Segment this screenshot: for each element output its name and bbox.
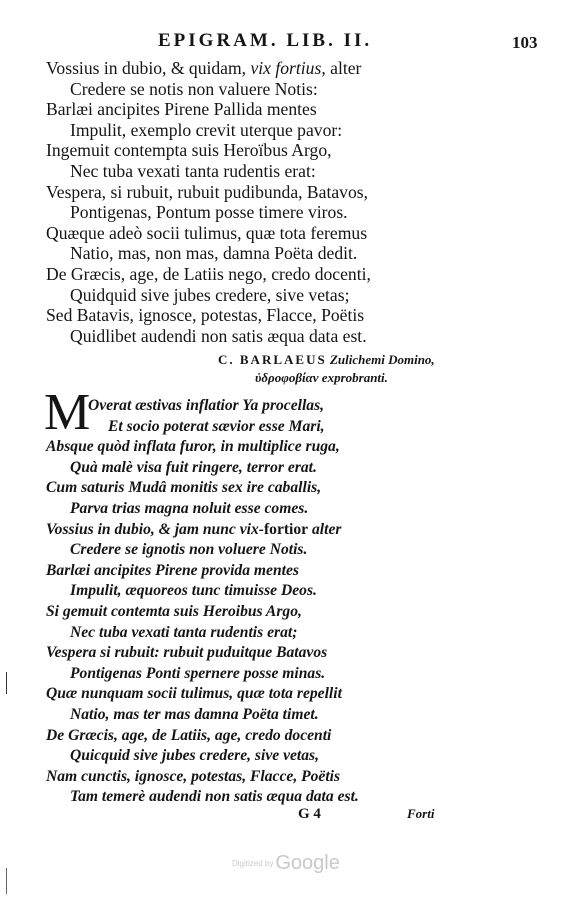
verse-line: Vespera, si rubuit, rubuit pudibunda, Batavos, (46, 181, 369, 202)
verse-line: Nec tuba vexati tanta rudentis erat: (70, 160, 316, 181)
poem-dedication: Zulichemi Domino, (329, 352, 435, 367)
verse-line: Absque quòd inflata furor, in multiplice ruga, (46, 438, 340, 456)
verse-line: Overat æstivas inflatior Ya procellas, (88, 397, 325, 414)
verse-line: Quidquid sive jubes credere, sive vetas; (70, 284, 350, 305)
verse-line: Impulit, exemplo crevit uterque pavor: (70, 119, 343, 140)
verse-line: Cum saturis Mudâ monitis sex ire caballis, (46, 479, 322, 497)
poem-subtitle: ὑδροφοβίαν exprobranti. (255, 370, 388, 385)
verse-line: Impulit, æquoreos tunc timuisse Deos. (70, 582, 317, 600)
margin-line (6, 868, 7, 894)
poem-title (218, 352, 435, 368)
verse-line: Nam cunctis, ignosce, potestas, Flacce, Poëtis (46, 767, 341, 785)
verse-line: Quidlibet audendi non satis æqua data est. (70, 325, 367, 346)
verse-line: Barlæi ancipites Pirene provida mentes (46, 561, 299, 579)
epigram-text (46, 58, 371, 346)
drop-cap: M (44, 384, 91, 441)
verse-line: Vossius in dubio, & jam nunc vix-fortior alter (46, 520, 342, 538)
poem-author: C. BARLAEUS (218, 352, 327, 367)
reply-poem-text (46, 396, 359, 808)
verse-line: Et socio poterat sævior esse Mari, (108, 417, 325, 435)
verse-line: Quà malè visa fuit ringere, terror erat. (70, 458, 317, 476)
verse-line: Parva trias magna noluit esse comes. (70, 499, 309, 517)
verse-line: Credere se ignotis non voluere Notis. (70, 541, 308, 559)
verse-line: De Græcis, age, de Latiis nego, credo docenti, (46, 263, 371, 284)
verse-line: Quæ nunquam socii tulimus, quæ tota repellit (46, 685, 342, 703)
verse-line: Credere se notis non valuere Notis: (70, 78, 318, 99)
verse-line: Ingemuit contempta suis Heroïbus Argo, (46, 140, 332, 161)
verse-line: Quicquid sive jubes credere, sive vetas, (70, 747, 320, 765)
verse-line: Quæque adeò socii tulimus, quæ tota feremus (46, 222, 368, 243)
verse-line: Vossius in dubio, & quidam, vix fortius, alter (46, 58, 362, 78)
verse-line: De Græcis, age, de Latiis, age, credo docenti (46, 726, 332, 744)
verse-line: Tam temerè audendi non satis æqua data est. (70, 788, 359, 806)
catchword: Forti (407, 806, 435, 821)
verse-line: Barlæi ancipites Pirene Pallida mentes (46, 99, 317, 120)
verse-line: Natio, mas ter mas damna Poëta timet. (70, 705, 319, 723)
verse-line: Pontigenas Ponti spernere posse minas. (70, 664, 326, 682)
running-title: EPIGRAM. LIB. II. (158, 30, 373, 51)
verse-line: Nec tuba vexati tanta rudentis erat; (70, 623, 298, 641)
margin-line (6, 672, 7, 694)
verse-line: Pontigenas, Pontum posse timere viros. (70, 202, 348, 223)
verse-line: Sed Batavis, ignosce, potestas, Flacce, Poëtis (46, 305, 365, 326)
verse-line: Natio, mas, non mas, damna Poëta dedit. (70, 243, 358, 264)
digitization-watermark: Digitized by Google (232, 852, 340, 874)
signature-mark: G 4 (298, 806, 321, 822)
verse-line: Si gemuit contemta suis Heroibus Argo, (46, 602, 302, 620)
page-number: 103 (512, 33, 538, 52)
verse-line: Vespera si rubuit: rubuit puduitque Batavos (46, 644, 328, 662)
google-logo: Google (275, 852, 340, 874)
